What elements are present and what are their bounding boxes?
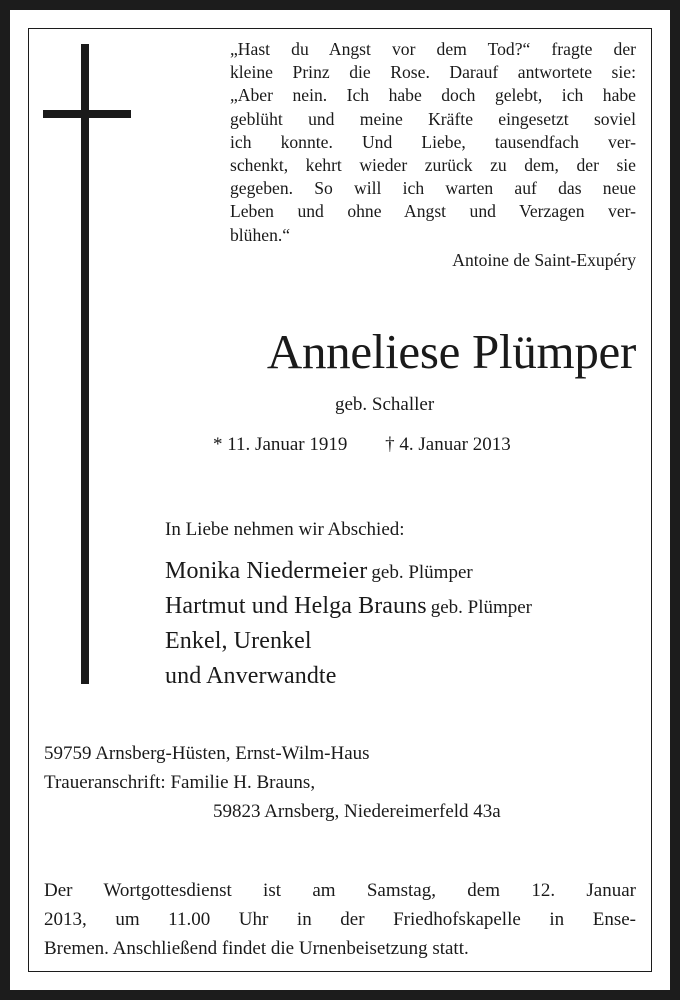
list-item: [165, 660, 532, 695]
quote-line: kleine Prinz die Rose. Darauf antwortete sie:: [230, 62, 636, 83]
residence-address: 59759 Arnsberg-Hüsten, Ernst-Wilm-Haus: [44, 743, 370, 764]
mourner-name: und Anverwandte: [165, 663, 337, 689]
service-line: 2013, um 11.00 Uhr in der Friedhofskapelle in Ense-: [44, 909, 636, 930]
quote-line: schenkt, kehrt wieder zurück zu dem, der sie: [230, 155, 636, 176]
death-date: † 4. Januar 2013: [385, 434, 511, 455]
list-item: [165, 555, 532, 590]
mourner-name: Hartmut und Helga Brauns: [165, 593, 427, 619]
farewell-intro: In Liebe nehmen wir Abschied:: [165, 519, 405, 540]
quote-line: ich konnte. Und Liebe, tausendfach ver-: [230, 131, 636, 152]
mourner-maiden: geb. Plümper: [430, 597, 533, 618]
quote-author: Antoine de Saint-Exupéry: [452, 250, 636, 270]
quote-line: Leben und ohne Angst und Verzagen ver-: [230, 201, 636, 222]
service-line: Der Wortgottesdienst ist am Samstag, dem 12. Januar: [44, 880, 636, 901]
quote-line: geblüht und meine Kräfte eingesetzt soviel: [230, 108, 636, 129]
mourning-address: [44, 768, 501, 797]
mourners-list: [165, 555, 532, 695]
deceased-name: Anneliese Plümper: [266, 324, 636, 379]
quote-line: blühen.“: [230, 224, 291, 245]
quote-line: „Hast du Angst vor dem Tod?“ fragte der: [230, 39, 636, 59]
mourner-name: Enkel, Urenkel: [165, 628, 312, 654]
address-block: [44, 739, 501, 826]
mourning-address-name: Familie H. Brauns,: [170, 772, 316, 793]
list-item: [165, 590, 532, 625]
quote-line: „Aber nein. Ich habe doch gelebt, ich habe: [230, 85, 636, 106]
cross-icon-vertical: [81, 44, 89, 684]
quote-block: [230, 38, 636, 247]
mourner-maiden: geb. Plümper: [371, 562, 473, 583]
mourner-name: Monika Niedermeier: [165, 558, 368, 584]
service-line: Bremen. Anschließend findet die Urnenbeisetzung statt.: [44, 938, 469, 959]
life-dates: [213, 433, 511, 457]
cross-icon-horizontal: [43, 110, 131, 118]
list-item: [165, 625, 532, 660]
birth-date: * 11. Januar 1919: [213, 434, 348, 455]
service-notice: [44, 876, 636, 963]
mourning-address-city: 59823 Arnsberg, Niedereimerfeld 43a: [213, 801, 501, 822]
mourning-address-label: Traueranschrift:: [44, 772, 166, 793]
quote-line: gegeben. So will ich warten auf das neue: [230, 178, 636, 199]
maiden-name: geb. Schaller: [335, 394, 435, 415]
